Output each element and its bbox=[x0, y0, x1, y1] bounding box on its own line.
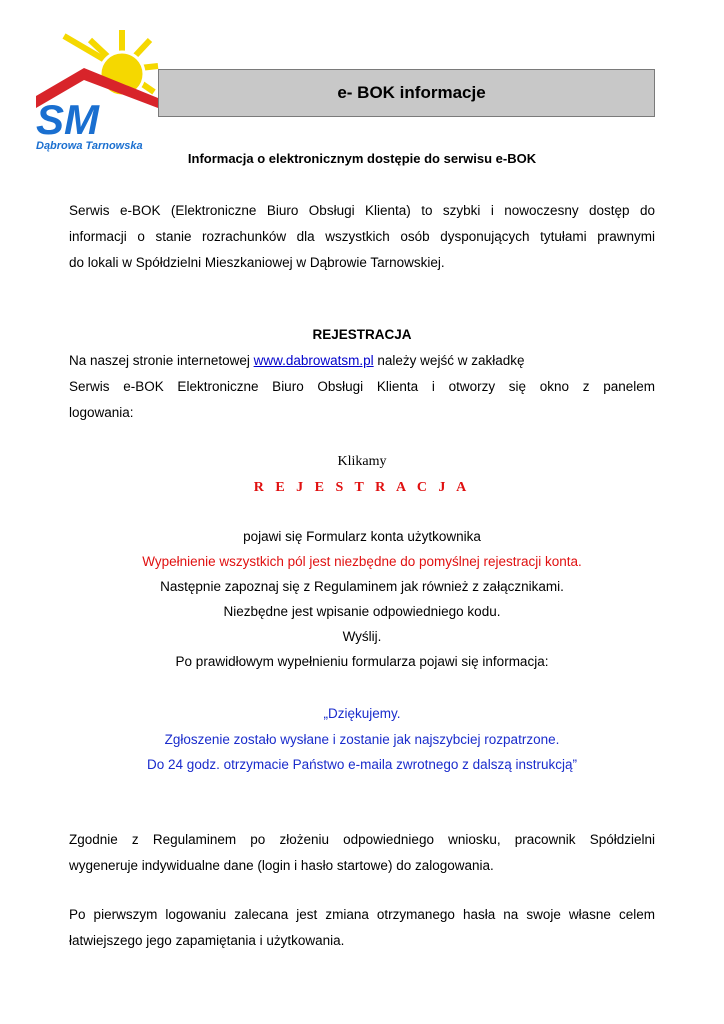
document-heading: Informacja o elektronicznym dostępie do serwisu e-BOK bbox=[187, 151, 537, 166]
logo-graphic bbox=[30, 22, 162, 157]
registration-text: Na naszej stronie internetowej bbox=[69, 353, 254, 368]
confirmation-line: Zgłoszenie zostało wysłane i zostanie jak najszybciej rozpatrzone. bbox=[164, 732, 560, 747]
regulations-line: Zgodnie z Regulaminem po złożeniu odpowiedniego wniosku, pracownik Spółdzielni bbox=[69, 832, 655, 847]
registration-line: Serwis e-BOK Elektroniczne Biuro Obsługi Klienta i otworzy się okno z panelem bbox=[69, 379, 655, 394]
register-word: R E J E S T R A C J A bbox=[253, 480, 471, 495]
registration-line: logowania: bbox=[69, 405, 134, 420]
step-required-fields: Wypełnienie wszystkich pól jest niezbędne do pomyślnej rejestracji konta. bbox=[142, 554, 582, 569]
regulations-line: wygeneruje indywidualne dane (login i hasło startowe) do zalogowania. bbox=[69, 858, 494, 873]
confirmation-line: „Dziękujemy. bbox=[323, 706, 401, 721]
page-title: e- BOK informacje bbox=[337, 83, 486, 102]
website-link[interactable]: www.dabrowatsm.pl bbox=[253, 353, 374, 368]
step-info: Po prawidłowym wypełnieniu formularza pojawi się informacja: bbox=[175, 654, 549, 669]
intro-line: do lokali w Spółdzielni Mieszkaniowej w Dąbrowie Tarnowskiej. bbox=[69, 255, 445, 270]
header-bar bbox=[158, 69, 655, 117]
logo-letters: SM bbox=[36, 96, 99, 143]
sm-logo bbox=[30, 22, 162, 157]
step-code: Niezbędne jest wpisanie odpowiedniego kodu. bbox=[223, 604, 501, 619]
intro-paragraph bbox=[69, 198, 655, 276]
step-regulations: Następnie zapoznaj się z Regulaminem jak również z załącznikami. bbox=[160, 579, 564, 594]
step-send: Wyślij. bbox=[342, 629, 382, 644]
registration-paragraph bbox=[69, 348, 655, 426]
registration-title: REJESTRACJA bbox=[312, 327, 412, 342]
password-line: łatwiejszego jego zapamiętania i użytkowania. bbox=[69, 933, 345, 948]
click-label: Klikamy bbox=[337, 454, 387, 469]
logo-caption: Dąbrowa Tarnowska bbox=[36, 140, 143, 152]
regulations-paragraph bbox=[69, 827, 655, 879]
registration-text: należy wejść w zakładkę bbox=[373, 353, 525, 368]
step-form: pojawi się Formularz konta użytkownika bbox=[243, 529, 481, 544]
password-note bbox=[69, 902, 655, 954]
password-line: Po pierwszym logowaniu zalecana jest zmiana otrzymanego hasła na swoje własne celem bbox=[69, 907, 655, 922]
registration-line bbox=[69, 348, 655, 374]
intro-line: informacji o stanie rozrachunków dla wszystkich osób dysponujących tytułami prawnymi bbox=[69, 229, 655, 244]
confirmation-line: Do 24 godz. otrzymacie Państwo e-maila zwrotnego z dalszą instrukcją” bbox=[147, 757, 577, 772]
intro-line: Serwis e-BOK (Elektroniczne Biuro Obsługi Klienta) to szybki i nowoczesny dostęp do bbox=[69, 203, 655, 218]
